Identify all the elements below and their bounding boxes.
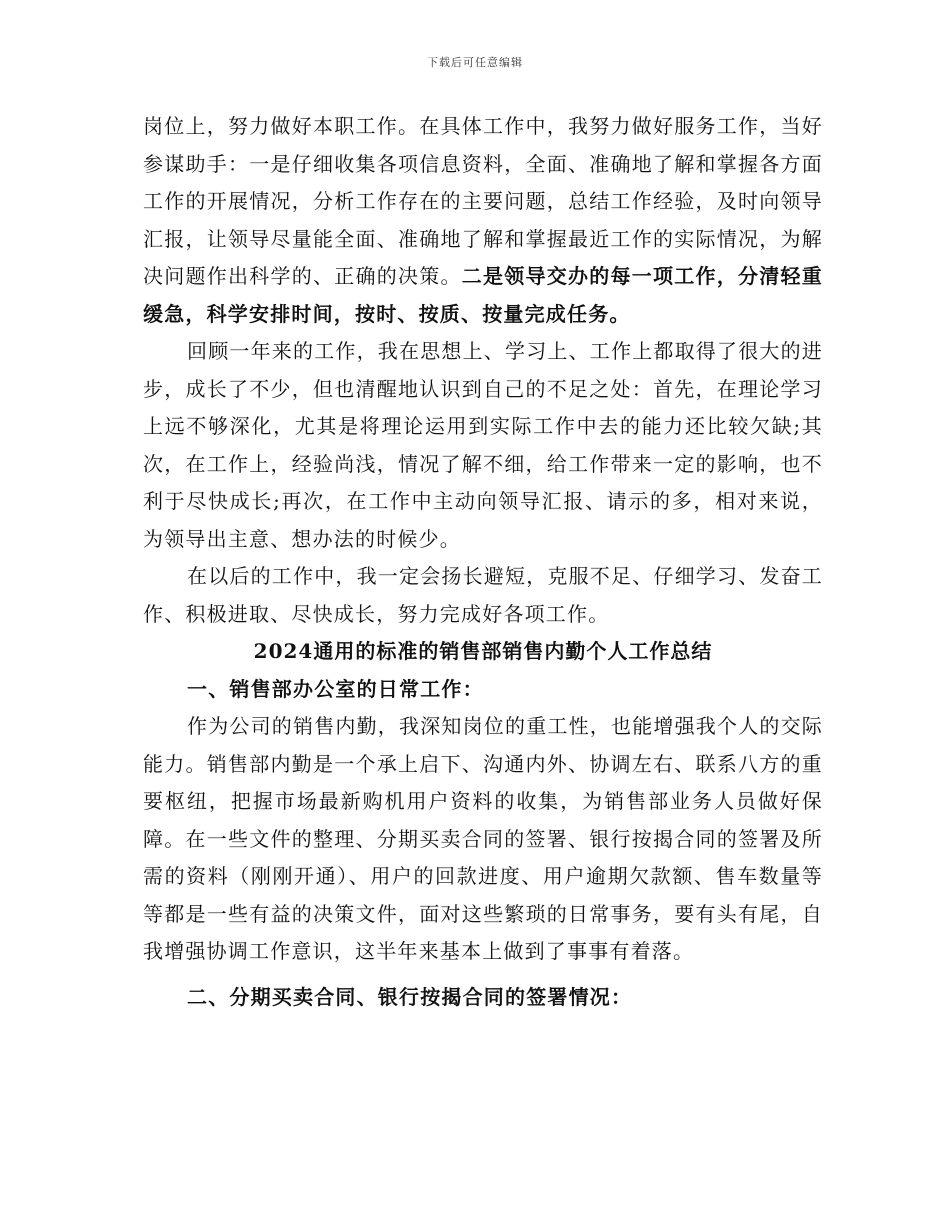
- document-title: 2024通用的标准的销售部销售内勤个人工作总结: [253, 639, 713, 663]
- section-heading-daily-work: 一、销售部办公室的日常工作：: [187, 676, 484, 701]
- paragraph-job-duties-text: 岗位上，努力做好本职工作。在具体工作中，我努力做好服务工作，当好参谋助手：一是仔细收集各项信息资料，全面、准确地了解和掌握各方面工作的开展情况，分析工作存在的主要问题，总结工作经验，及时向领导汇报，让领导尽量能全面、准确地了解和掌握最近工作的实际情况，为解决问题作出科学的、正确的决策。: [143, 114, 823, 288]
- page-header-note: 下载后可任意编辑: [427, 56, 523, 69]
- document-body: [143, 108, 823, 1016]
- paragraph-sales-assistant: 作为公司的销售内勤，我深知岗位的重工性，也能增强我个人的交际能力。销售部内勤是一个承上启下、沟通内外、协调左右、联系八方的重要枢纽，把握市场最新购机用户资料的收集，为销售部业务人员做好保障。在一些文件的整理、分期买卖合同的签署、银行按揭合同的签署及所需的资料（刚刚开通）、用户的回款进度、用户逾期欠款额、售车数量等等都是一些有益的决策文件，面对这些繁琐的日常事务，要有头有尾，自我增强协调工作意识，这半年来基本上做到了事事有着落。: [143, 714, 823, 963]
- paragraph-future: 在以后的工作中，我一定会扬长避短，克服不足、仔细学习、发奋工作、积极进取、尽快成长，努力完成好各项工作。: [143, 564, 823, 626]
- paragraph-job-duties: [143, 108, 823, 333]
- paragraph-job-duties-bold: 二是领导交办的每一项工作，分清轻重缓急，科学安排时间，按时、按质、按量完成任务。: [143, 264, 824, 326]
- paragraph-review: 回顾一年来的工作，我在思想上、学习上、工作上都取得了很大的进步，成长了不少，但也清醒地认识到自己的不足之处：首先，在理论学习上远不够深化，尤其是将理论运用到实际工作中去的能力还比较欠缺;其次，在工作上，经验尚浅，情况了解不细，给工作带来一定的影响，也不利于尽快成长;再次，在工作中主动向领导汇报、请示的多，相对来说，为领导出主意、想办法的时候少。: [143, 339, 823, 551]
- section-heading-contracts: 二、分期买卖合同、银行按揭合同的签署情况：: [187, 984, 633, 1009]
